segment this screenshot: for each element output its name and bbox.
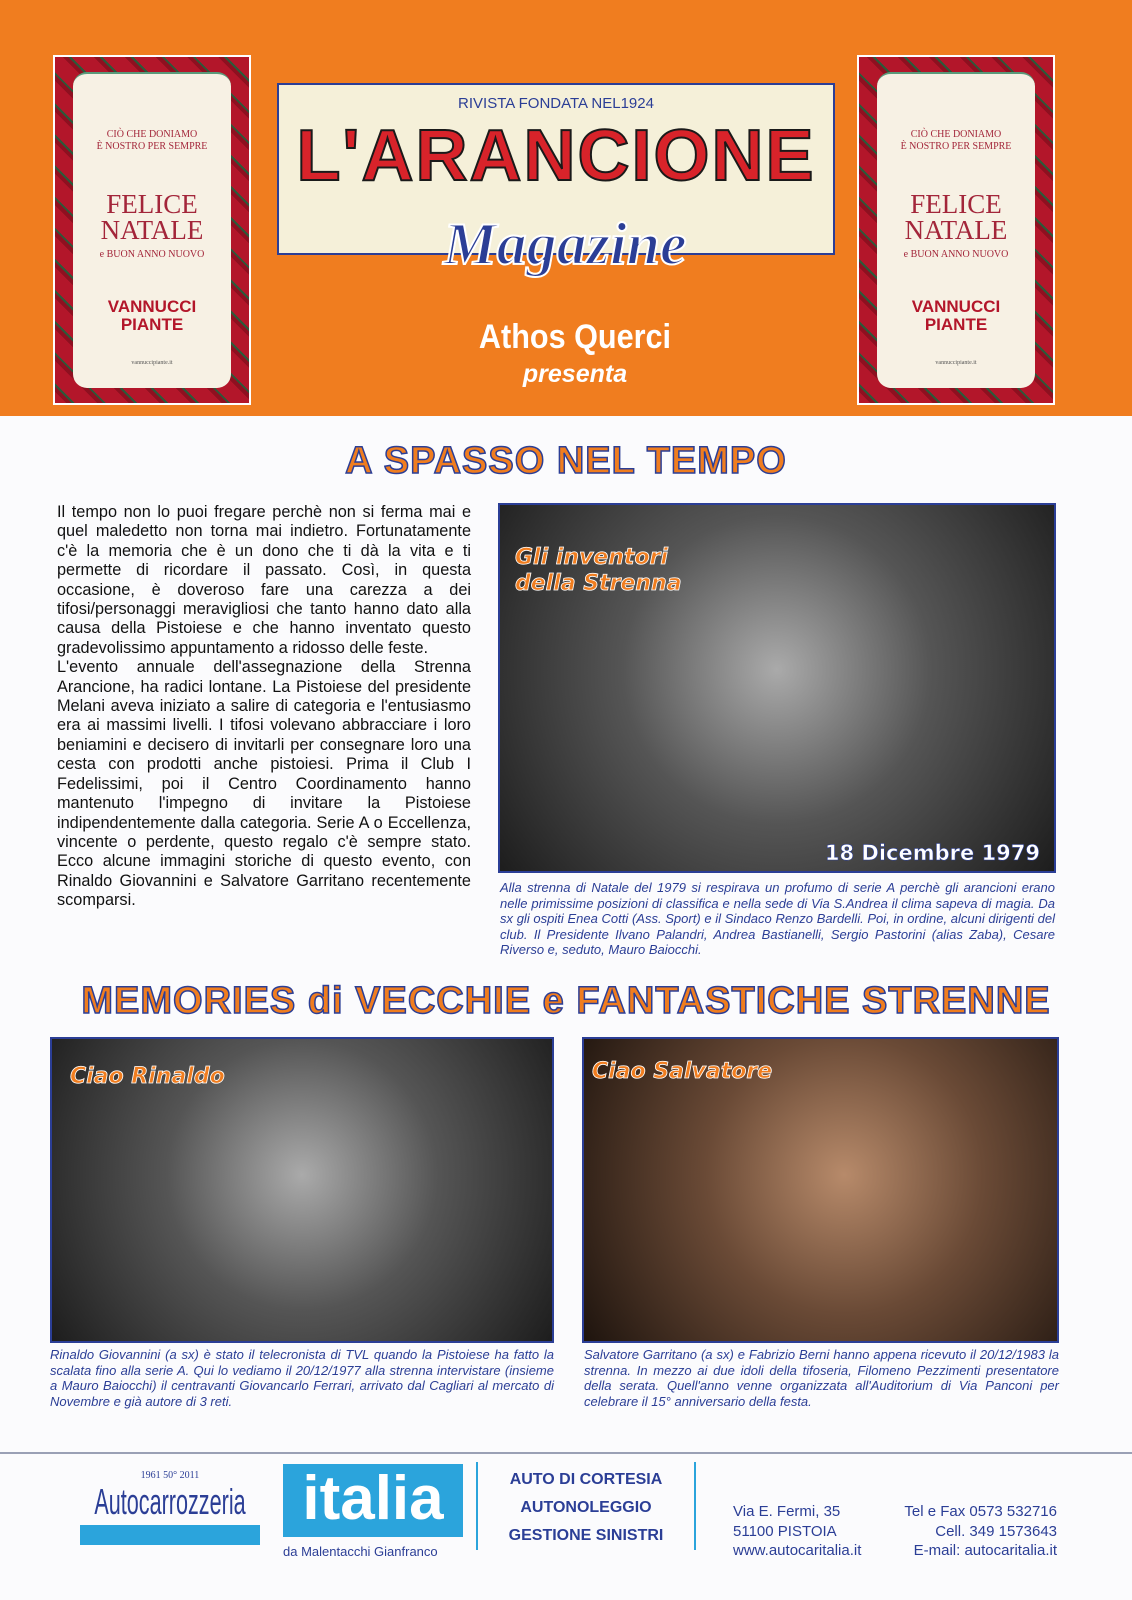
photo-caption: Salvatore Garritano (a sx) e Fabrizio Berni hanno appena ricevuto il 20/12/1983 la strenna. In mezzo ai due idoli della tifoseria, Filomeno Pezzimenti presentatore della serata. Quell'anno venne organizzata all'Auditorium di Via Panconi per celebrare il 15° anniversario della festa. — [584, 1347, 1059, 1409]
photo-caption: Rinaldo Giovannini (a sx) è stato il telecronista di TVL quando la Pistoiese ha fatto la scalata fino alla serie A. Qui lo vediamo il 20/12/1977 alla strenna intervistare (insieme a Mauro Baiocchi) il centravanti Giovancarlo Ferrari, arrivato dal Cagliari al mercato di Novembre e già autore di 3 reti. — [50, 1347, 554, 1409]
services — [476, 1462, 696, 1550]
ad-greeting: FELICE — [910, 189, 1002, 219]
photo-label: Gli inventori — [515, 545, 668, 570]
ad-tagline: È NOSTRO PER SEMPRE — [96, 141, 208, 152]
ad-tagline: CIÒ CHE DONIAMO — [910, 129, 1002, 140]
anniversary-years: 1961 50° 2011 — [140, 1470, 200, 1481]
photo-date: 18 Dicembre 1979 — [824, 841, 1040, 865]
address — [733, 1502, 861, 1561]
logo-magazine: Magazine — [443, 211, 687, 277]
ad-brand: PIANTE — [924, 315, 988, 334]
italia-logo: italia — [283, 1464, 463, 1537]
website-link[interactable]: www.autocaritalia.it — [733, 1542, 862, 1559]
paragraph: Il tempo non lo puoi fregare perchè non si ferma mai e quel maledetto non torna mai indietro. Fortunatamente c'è la memoria che è un dono che ti dà la vita e ti permette di ricordare il passato. Così, in questa occasione, è doveroso fare una carezza a dei tifosi/personaggi meravigliosi che tanto hanno dato alla causa della Pistoiese e che hanno inventato questo gradevolissimo appuntamento a ridosso delle feste. — [57, 503, 471, 657]
vannucci-ad-right — [857, 55, 1055, 405]
ad-brand: PIANTE — [120, 315, 184, 334]
photo-caption: Alla strenna di Natale del 1979 si respirava un profumo di serie A perchè gli arancioni erano nelle primissime posizioni di classifica e nella sede di Via S.Andrea il clima sapeva di magia. Da sx gli ospiti Enea Cotti (Ass. Sport) e il Sindaco Renzo Bardelli. Poi, in ordine, alcuni dirigenti del club. Il Presidente Ilvano Palandri, Andrea Bastianelli, Sergio Pastorini (alias Zaba), Cesare Riverso e, seduto, Mauro Baiocchi. — [500, 880, 1055, 957]
email[interactable]: E-mail: autocaritalia.it — [913, 1542, 1057, 1559]
ad-website: vannuccipiante.it — [131, 360, 173, 366]
mobile: Cell. 349 1573643 — [935, 1522, 1057, 1540]
contacts — [904, 1502, 1057, 1561]
service: GESTIONE SINISTRI — [508, 1527, 664, 1544]
author: Athos Querci — [478, 318, 672, 356]
ad-sub: e BUON ANNO NUOVO — [903, 249, 1009, 260]
article-body — [57, 503, 471, 911]
ad-sub: e BUON ANNO NUOVO — [99, 249, 205, 260]
phone: Tel e Fax 0573 532716 — [904, 1503, 1057, 1520]
memories-title: MEMORIES di VECCHIE e FANTASTICHE STRENNE — [81, 980, 1051, 1022]
photo-label: della Strenna — [515, 571, 682, 596]
logo-name: L'ARANCIONE — [296, 116, 816, 196]
ad-tagline: CIÒ CHE DONIAMO — [106, 129, 198, 140]
vannucci-ad-left — [53, 55, 251, 405]
ad-greeting: FELICE — [106, 189, 198, 219]
service: AUTO DI CORTESIA — [509, 1471, 663, 1488]
photo-1979 — [498, 503, 1056, 873]
company-name: Autocarrozzeria — [94, 1481, 246, 1522]
ad-brand: VANNUCCI — [107, 297, 197, 316]
ad-tagline: È NOSTRO PER SEMPRE — [900, 141, 1012, 152]
ad-brand: VANNUCCI — [911, 297, 1001, 316]
service: AUTONOLEGGIO — [520, 1499, 652, 1516]
owner: da Malentacchi Gianfranco — [283, 1544, 438, 1559]
ad-greeting: NATALE — [100, 215, 204, 245]
ad-greeting: NATALE — [904, 215, 1008, 245]
address-line: 51100 PISTOIA — [733, 1522, 837, 1540]
paragraph: L'evento annuale dell'assegnazione della Strenna Arancione, ha radici lontane. La Pistoiese del presidente Melani aveva iniziato a salire di categoria e l'entusiasmo era ai massimi livelli. I tifosi volevano abbracciare i loro beniamini e decisero di invitarli per consegnare loro una cesta con prodotti anche pistoiesi. Prima il Club I Fedelissimi, poi il Centro Coordinamento hanno mantenuto l'impegno di invitare la Pistoiese indipendentemente dalla categoria. Serie A o Eccellenza, vincente o perdente, questo regalo c'è sempre stato. Ecco alcune immagini storiche di questo evento, con Rinaldo Giovannini e Salvatore Garritano recentemente scomparsi. — [57, 658, 471, 910]
ad-website: vannuccipiante.it — [935, 360, 977, 366]
footer-divider — [0, 1452, 1132, 1454]
photo-salvatore — [582, 1037, 1059, 1343]
photo-label: Ciao Salvatore — [592, 1059, 773, 1084]
article-title: A SPASSO NEL TEMPO — [345, 440, 787, 482]
presents: presenta — [522, 360, 628, 388]
photo-label: Ciao Rinaldo — [70, 1064, 225, 1089]
photo-rinaldo — [50, 1037, 554, 1343]
logo-subtitle: RIVISTA FONDATA NEL1924 — [458, 95, 654, 112]
autocarrozzeria-logo — [80, 1470, 260, 1545]
address-line: Via E. Fermi, 35 — [733, 1503, 841, 1520]
